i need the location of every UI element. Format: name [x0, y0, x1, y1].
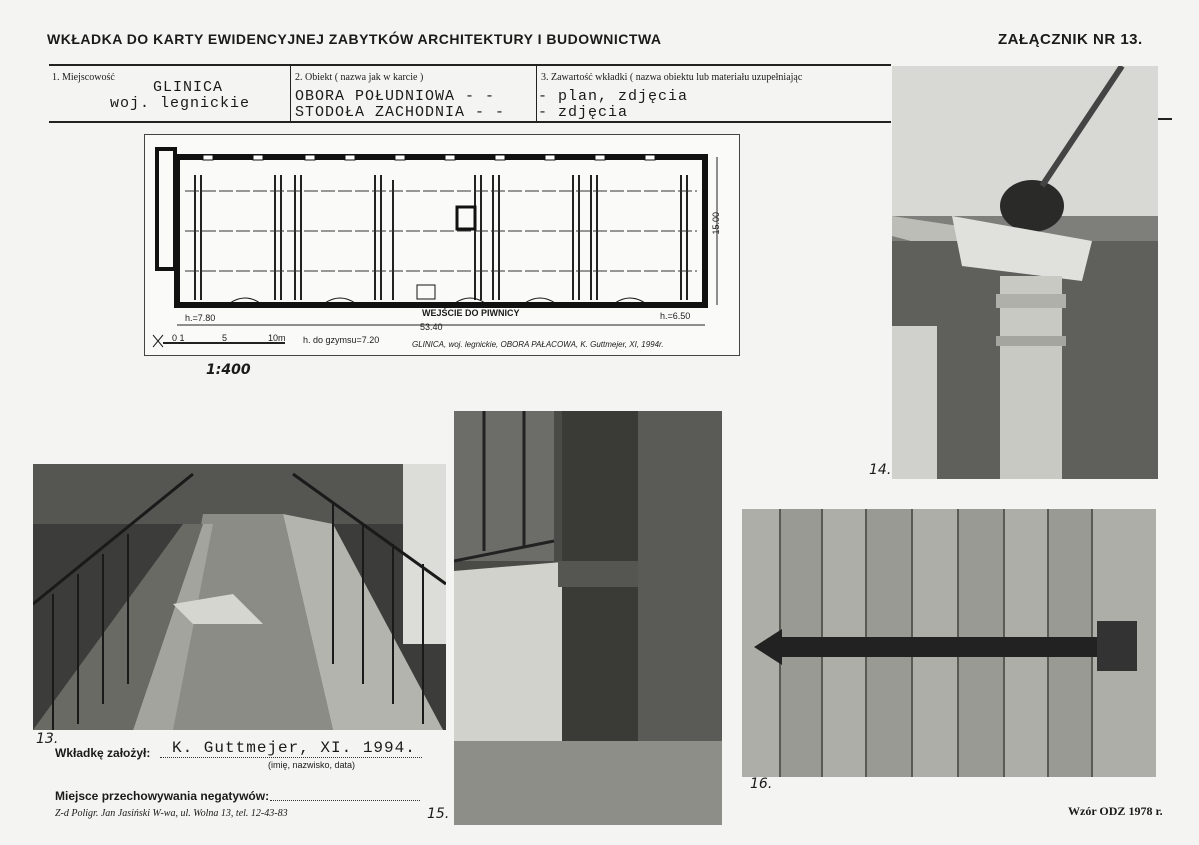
- annex-number: ZAŁĄCZNIK NR 13.: [998, 31, 1143, 48]
- field-object-line1: OBORA POŁUDNIOWA - -: [295, 88, 496, 105]
- top-rule: [49, 64, 891, 66]
- founded-hint: (imię, nazwisko, data): [268, 760, 356, 770]
- founded-line: [160, 757, 422, 758]
- plan-width-dimension: 15.00: [711, 212, 721, 235]
- field-content-label: 3. Zawartość wkładki ( nazwa obiektu lub materiału uzupełniając: [541, 72, 803, 83]
- plan-height-left: h.=7.80: [185, 313, 216, 323]
- plan-length: 53.40: [420, 322, 443, 332]
- scale-bar-0: 0 1: [172, 333, 185, 343]
- photo-number-13: 13.: [36, 731, 59, 747]
- field-content-line1: - plan, zdjęcia: [538, 88, 689, 105]
- plan-entrance-label: WEJŚCIE DO PIWNICY: [422, 308, 520, 318]
- plan-caption: GLINICA, woj. legnickie, OBORA PAŁACOWA, K. Guttmejer, XI, 1994r.: [412, 340, 664, 349]
- field-object-label: 2. Obiekt ( nazwa jak w karcie ): [295, 72, 424, 83]
- field-place-line2: woj. legnickie: [110, 95, 251, 112]
- page-title: WKŁADKA DO KARTY EWIDENCYJNEJ ZABYTKÓW ARCHITEKTURY I BUDOWNICTWA: [47, 31, 662, 47]
- field-divider-1: [290, 66, 291, 121]
- photo-number-14: 14.: [869, 462, 892, 478]
- field-place-line1: GLINICA: [153, 79, 224, 96]
- field-rule-right: [1158, 118, 1172, 120]
- photo-number-16: 16.: [750, 776, 773, 792]
- field-rule: [49, 121, 891, 123]
- photo-feeding-corridor: [33, 464, 446, 730]
- photo-column-base: [454, 411, 722, 825]
- plan-height-right: h.=6.50: [660, 311, 691, 321]
- plan-scale: 1:400: [206, 362, 251, 378]
- negatives-line: [270, 800, 420, 801]
- founded-value: K. Guttmejer, XI. 1994.: [172, 739, 416, 757]
- printer-info: Z-d Poligr. Jan Jasiński W-wa, ul. Wolna 13, tel. 12-43-83: [55, 808, 288, 819]
- field-content-line2: - zdjęcia: [538, 104, 629, 121]
- photo-column-capital: [892, 66, 1158, 479]
- negatives-label: Miejsce przechowywania negatywów:: [55, 789, 270, 803]
- scale-bar-5: 5: [222, 333, 228, 343]
- founded-label: Wkładkę założył:: [55, 746, 151, 760]
- field-divider-2: [536, 66, 537, 121]
- photo-door-hinge: [742, 509, 1156, 777]
- scale-bar-10: 10m: [268, 333, 286, 343]
- field-place-label: 1. Miejscowość: [52, 72, 115, 83]
- form-model: Wzór ODZ 1978 r.: [1068, 804, 1163, 818]
- photo-number-15: 15.: [427, 806, 450, 822]
- field-object-line2: STODOŁA ZACHODNIA - -: [295, 104, 506, 121]
- plan-eaves-height: h. do gzymsu=7.20: [303, 335, 380, 345]
